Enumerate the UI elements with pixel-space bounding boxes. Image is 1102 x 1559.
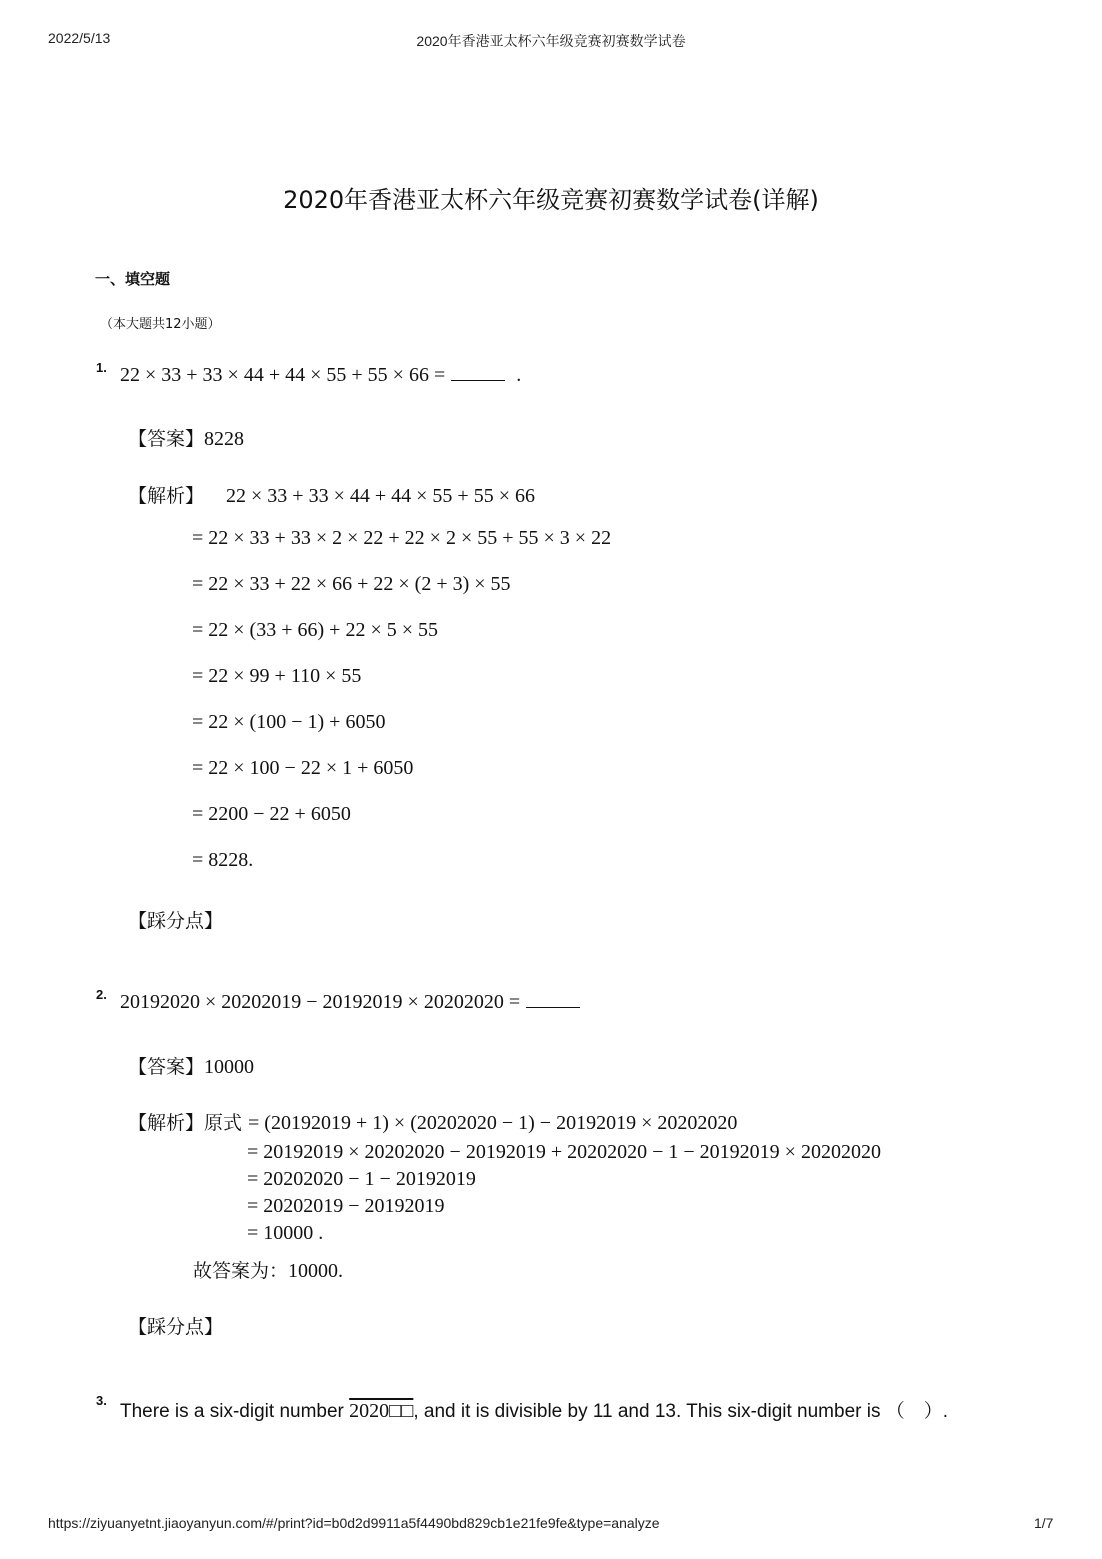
analysis-step: = 22 × 33 + 33 × 2 × 22 + 22 × 2 × 55 + 55 × 3 × 22 xyxy=(192,527,612,549)
section-note: （本大题共12小题） xyxy=(100,317,221,332)
conclusion-label: 故答案为： xyxy=(193,1260,289,1282)
page-title: 2020年香港亚太杯六年级竞赛初赛数学试卷(详解) xyxy=(283,186,819,214)
page-number: 1/7 xyxy=(1034,1515,1054,1531)
section-heading: 一、填空题 xyxy=(95,270,171,288)
analysis-step: = 20202019 − 20192019 xyxy=(247,1195,445,1217)
print-header-title: 2020年香港亚太杯六年级竞赛初赛数学试卷 xyxy=(416,33,686,49)
scoring-points-label: 【踩分点】 xyxy=(128,1316,224,1338)
scoring-points-label: 【踩分点】 xyxy=(128,910,224,932)
analysis-step: = (20192019 + 1) × (20202020 − 1) − 20192019 × 20202020 xyxy=(248,1112,738,1134)
question-3-text-after: , and it is divisible by 11 and 13. This six-digit number is （ ）. xyxy=(413,1401,949,1422)
conclusion-value: 10000. xyxy=(288,1260,344,1282)
answer-label: 【答案】 xyxy=(128,1056,205,1078)
answer-blank xyxy=(451,362,505,381)
question-number-1: 1. xyxy=(96,360,107,375)
source-link[interactable]: https://ziyuanyetnt.jiaoyanyun.com/#/print?id=b0d2d9911a5f4490bd829cb1e21fe9fe&type=analyze xyxy=(48,1515,660,1531)
q2-analysis-row xyxy=(128,1108,737,1135)
analysis-step: = 22 × 100 − 22 × 1 + 6050 xyxy=(192,757,414,779)
analysis-step: = 22 × (100 − 1) + 6050 xyxy=(192,711,386,733)
answer-blank xyxy=(526,989,580,1008)
analysis-label: 【解析】 xyxy=(128,485,205,507)
question-2-expression: 20192020 × 20202019 − 20192019 × 20202020 = xyxy=(120,991,521,1013)
analysis-label: 【解析】 xyxy=(128,1112,205,1134)
analysis-step: = 20202020 − 1 − 20192019 xyxy=(247,1168,476,1190)
q1-analysis-row xyxy=(128,481,535,508)
original-expression-label: 原式 xyxy=(204,1112,243,1134)
question-3-text-before: There is a six-digit number xyxy=(120,1401,344,1422)
question-3-stem xyxy=(120,1396,948,1423)
question-1-stem xyxy=(120,362,521,387)
analysis-step: = 2200 − 22 + 6050 xyxy=(192,803,351,825)
question-1-expression: 22 × 33 + 33 × 44 + 44 × 55 + 55 × 66 = xyxy=(120,364,446,386)
analysis-step: = 20192019 × 20202020 − 20192019 + 20202020 − 1 − 20192019 × 20202020 xyxy=(247,1141,881,1163)
print-footer-url[interactable] xyxy=(48,1515,660,1531)
q1-answer-row xyxy=(128,424,244,451)
analysis-step: = 8228. xyxy=(192,849,254,871)
question-number-3: 3. xyxy=(96,1393,107,1408)
six-digit-number: 2020□□ xyxy=(349,1400,414,1422)
q2-answer-row xyxy=(128,1052,254,1079)
print-date: 2022/5/13 xyxy=(48,30,111,46)
q2-conclusion xyxy=(193,1256,343,1283)
answer-value: 8228 xyxy=(204,428,245,450)
question-2-stem xyxy=(120,989,580,1014)
analysis-step: 22 × 33 + 33 × 44 + 44 × 55 + 55 × 66 xyxy=(226,485,535,507)
analysis-step: = 22 × 99 + 110 × 55 xyxy=(192,665,362,687)
question-number-2: 2. xyxy=(96,987,107,1002)
answer-label: 【答案】 xyxy=(128,428,205,450)
question-1-period: . xyxy=(516,364,522,386)
analysis-step: = 22 × 33 + 22 × 66 + 22 × (2 + 3) × 55 xyxy=(192,573,511,595)
analysis-step: = 22 × (33 + 66) + 22 × 5 × 55 xyxy=(192,619,438,641)
analysis-step: = 10000 . xyxy=(247,1222,324,1244)
answer-value: 10000 xyxy=(204,1056,255,1078)
